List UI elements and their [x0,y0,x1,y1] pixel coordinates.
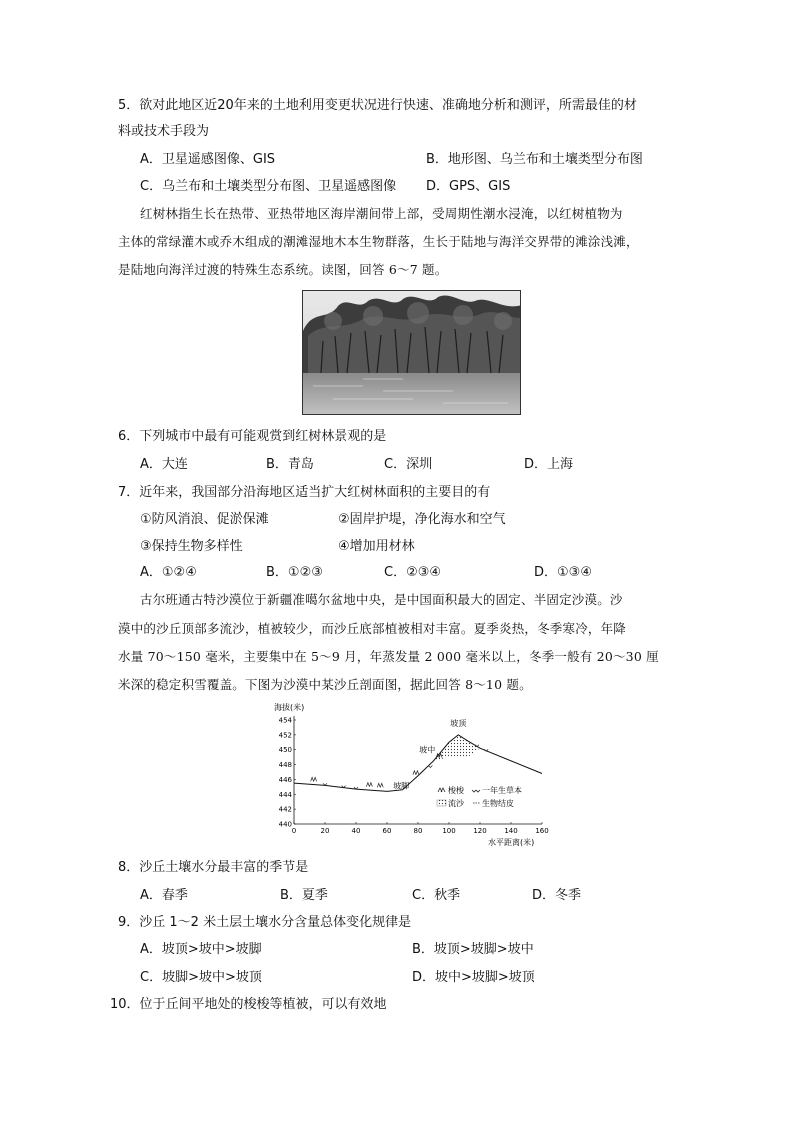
q6-option-c: C．深圳 [384,457,433,472]
q5-option-a: A．卫星遥感图像、GIS [140,152,276,167]
q7-option-b: B．①②③ [266,565,323,580]
quicksand-area [434,735,481,761]
annotation-top: 坡顶 [450,718,467,728]
q7-item-3: ③保持生物多样性 [140,539,243,554]
passage1-line3: 是陆地向海洋过渡的特殊生态系统。读图，回答 6～7 题。 [118,262,448,277]
q5-option-c: C．乌兰布和土壤类型分布图、卫星遥感图像 [140,179,397,194]
q9-option-d: D．坡中>坡脚>坡顶 [412,970,535,985]
passage2-line3: 水量 70～150 毫米，主要集中在 5～9 月，年蒸发量 2 000 毫米以上，冬季一般有 20～30 厘 [118,649,659,664]
q7-item-2: ②固岸护堤，净化海水和空气 [338,512,506,527]
legend-item3: 流沙 [448,799,464,808]
passage1-line1: 红树林指生长在热带、亚热带地区海岸潮间带上部，受周期性潮水浸淹，以红树植物为 [140,206,623,221]
legend-item2: 一年生草本 [482,786,522,795]
q9-option-a: A．坡顶>坡中>坡脚 [140,942,262,957]
mangrove-photo [302,290,521,415]
y-tick-label: 440 [278,820,292,829]
saxaul-legend-icon [438,788,445,792]
annual-herb-mark [428,766,432,768]
q5-stem-line2: 料或技术手段为 [118,124,210,139]
q7-stem: 7．近年来，我国部分沿海地区适当扩大红树林面积的主要目的有 [118,485,491,500]
y-tick-label: 452 [278,731,292,740]
passage1-line2: 主体的常绿灌木或乔木组成的潮滩湿地木本生物群落，生长于陆地与海洋交界带的滩涂浅滩， [118,234,639,249]
q7-item-1: ①防风消浪、促淤保滩 [140,512,269,527]
q5-option-b: B．地形图、乌兰布和土壤类型分布图 [426,152,643,167]
q6-option-b: B．青岛 [266,457,314,472]
q8-option-d: D．冬季 [532,888,582,903]
x-tick-label: 40 [351,827,361,835]
x-tick-label: 0 [291,827,297,835]
x-tick-label: 80 [413,827,423,835]
saxaul-mark [377,783,383,787]
chart-ylabel: 海拔(米) [274,703,305,712]
q5-stem-line1: 5．欲对此地区近20年来的土地利用变更状况进行快速、准确地分析和测评，所需最佳的材 [118,98,637,113]
y-tick-label: 444 [278,790,292,799]
y-tick-label: 446 [278,775,292,784]
annotation-foot: 坡脚 [393,781,410,791]
legend-item4: 生物结皮 [482,799,514,808]
passage2-line4: 米深的稳定积雪覆盖。下图为沙漠中某沙丘剖面图，据此回答 8～10 题。 [118,677,532,692]
x-tick-label: 140 [504,827,518,835]
q8-option-b: B．夏季 [280,888,328,903]
q7-option-c: C．②③④ [384,565,442,580]
annotation-mid: 坡中 [419,745,436,755]
q9-option-b: B．坡顶>坡脚>坡中 [412,942,534,957]
annual-herb-legend-icon [472,790,480,792]
q5-option-d: D．GPS、GIS [426,179,511,194]
q9-stem: 9．沙丘 1～2 米土层土壤水分含量总体变化规律是 [118,915,412,930]
chart-legend [437,785,522,808]
q6-stem: 6．下列城市中最有可能观赏到红树林景观的是 [118,429,387,444]
dune-profile-line [294,735,542,791]
x-tick-label: 160 [535,827,549,835]
x-tick-label: 100 [442,827,456,835]
passage2-line2: 漠中的沙丘顶部多流沙，植被较少，而沙丘底部植被相对丰富。夏季炎热，冬季寒冷，年降 [118,621,627,636]
q8-stem: 8．沙丘土壤水分最丰富的季节是 [118,860,309,875]
q8-option-a: A．春季 [140,888,188,903]
y-tick-label: 448 [278,761,292,770]
y-tick-label: 442 [278,805,292,814]
saxaul-mark [311,777,317,781]
q6-option-d: D．上海 [524,457,574,472]
quicksand-legend-icon [437,800,446,806]
chart-xlabel: 水平距离(米) [488,838,535,847]
q8-option-c: C．秋季 [412,888,461,903]
q7-option-d: D．①③④ [534,565,592,580]
saxaul-mark [413,771,419,775]
q10-stem: 10．位于丘间平地处的梭梭等植被，可以有效地 [110,997,387,1012]
q6-option-a: A．大连 [140,457,188,472]
q7-item-4: ④增加用材林 [338,539,415,554]
dune-profile-svg [270,700,560,850]
q7-option-a: A．①②④ [140,565,197,580]
legend-item1: 梭梭 [448,786,464,795]
x-tick-label: 60 [382,827,392,835]
x-tick-label: 120 [473,827,487,835]
q9-option-c: C．坡脚>坡中>坡顶 [140,970,262,985]
y-tick-label: 450 [278,746,292,755]
y-tick-label: 454 [278,716,292,725]
passage2-line1: 古尔班通古特沙漠位于新疆准噶尔盆地中央，是中国面积最大的固定、半固定沙漠。沙 [140,592,623,607]
dune-profile-chart [270,700,560,850]
saxaul-mark [366,783,372,787]
x-tick-label: 20 [320,827,330,835]
